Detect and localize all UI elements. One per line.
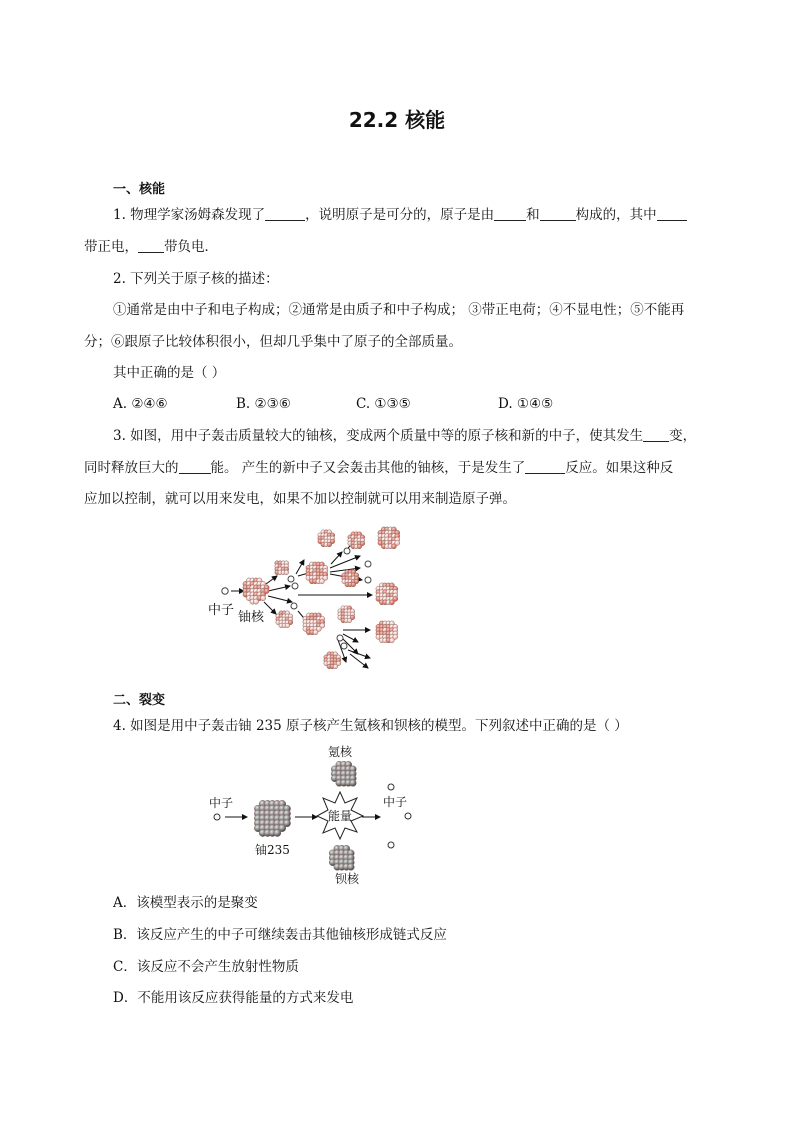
- q3-text-b: 变，: [669, 428, 697, 444]
- fig2-neutron-right-label: 中子: [383, 795, 408, 809]
- q1-blank-1[interactable]: [265, 206, 305, 221]
- q2-option-d[interactable]: D. ①④⑤: [498, 396, 554, 412]
- fission-model-figure: [200, 740, 430, 890]
- fig2-uranium235-label: 铀235: [255, 843, 290, 857]
- question-3-line-3: 应加以控制，就可以用来发电，如果不加以控制就可以用来制造原子弹。: [84, 491, 516, 507]
- nucleus-small: [338, 606, 355, 623]
- uranium-nucleus: [376, 583, 398, 605]
- uranium-nucleus: [243, 578, 269, 604]
- barium-nucleus: [329, 845, 354, 870]
- fig2-krypton-label: 氪核: [328, 745, 353, 759]
- q3-blank-3[interactable]: [525, 459, 565, 474]
- q1-blank-2[interactable]: [494, 206, 526, 221]
- fig2-neutron-left-label: 中子: [209, 796, 234, 810]
- q3-blank-1[interactable]: [643, 427, 669, 442]
- q2-option-b[interactable]: B. ②③⑥: [236, 396, 291, 412]
- nucleus-small: [276, 611, 293, 628]
- q4-option-a[interactable]: A．该模型表示的是聚变: [113, 895, 258, 911]
- krypton-nucleus: [331, 761, 356, 786]
- q3-blank-2[interactable]: [179, 459, 211, 474]
- q1-blank-4[interactable]: [657, 206, 687, 221]
- q4-option-c[interactable]: C．该反应不会产生放射性物质: [113, 959, 299, 975]
- question-2-stem: 2. 下列关于原子核的描述：: [113, 271, 279, 287]
- section-heading-1: 一、核能: [113, 182, 166, 197]
- nucleus-small: [324, 652, 341, 669]
- q3-text-a: 3. 如图，用中子轰击质量较大的铀核，变成两个质量中等的原子核和新的中子，使其发生: [113, 428, 644, 444]
- section-heading-2: 二、裂变: [113, 693, 166, 708]
- chain-reaction-figure: [200, 518, 415, 676]
- uranium-nucleus: [306, 562, 328, 584]
- question-2-statements-line-1: ①通常是由中子和电子构成；②通常是由质子和中子构成； ③带正电荷；④不显电性；⑤不能再: [113, 302, 685, 318]
- question-4-stem: 4. 如图是用中子轰击铀 235 原子核产生氪核和钡核的模型。下列叙述中正确的是（ ）: [113, 718, 628, 734]
- fig2-energy-label: 能量: [328, 809, 353, 823]
- question-1-line-2: [84, 238, 218, 256]
- fig1-uranium-label: 铀核: [238, 610, 265, 625]
- uranium-nucleus: [303, 613, 325, 635]
- q1-text-c: 和: [526, 207, 540, 223]
- fig2-barium-label: 钡核: [335, 872, 360, 886]
- q2-option-a[interactable]: A. ②④⑥: [113, 396, 168, 412]
- fig1-neutron-label: 中子: [208, 603, 235, 618]
- question-3-line-2: [84, 459, 673, 477]
- q4-option-d[interactable]: D．不能用该反应获得能量的方式来发电: [113, 990, 354, 1006]
- q3-text-e: 反应。如果这种反: [565, 460, 674, 476]
- nucleus-small: [318, 530, 335, 547]
- q2-option-c[interactable]: C. ①③⑤: [356, 396, 411, 412]
- uranium235-nucleus: [254, 800, 290, 836]
- question-1-line-1: [113, 206, 687, 224]
- q1-blank-5[interactable]: [138, 238, 164, 253]
- q1-text-a: 1. 物理学家汤姆森发现了: [113, 207, 266, 223]
- q3-text-c: 同时释放巨大的: [84, 460, 179, 476]
- nucleus-small: [342, 570, 359, 587]
- nucleus-small: [275, 561, 289, 575]
- page-title: 22.2 核能: [348, 108, 446, 132]
- q4-option-b[interactable]: B．该反应产生的中子可继续轰击其他铀核形成链式反应: [113, 927, 447, 943]
- q1-blank-3[interactable]: [540, 206, 576, 221]
- question-2-statements-line-2: 分；⑥跟原子比较体积很小，但却几乎集中了原子的全部质量。: [84, 334, 462, 350]
- q3-text-d: 能。 产生的新中子又会轰击其他的铀核，于是发生了: [210, 460, 526, 476]
- uranium-nucleus: [376, 621, 398, 643]
- question-2-ask: 其中正确的是（ ）: [113, 365, 226, 381]
- q1-text-f: 带负电．: [164, 239, 218, 255]
- question-3-line-1: [113, 427, 696, 445]
- q1-text-d: 构成的，其中: [575, 207, 657, 223]
- q1-text-b: ，说明原子是可分的，原子是由: [305, 207, 495, 223]
- q1-text-e: 带正电，: [84, 239, 138, 255]
- uranium-nucleus: [378, 527, 400, 549]
